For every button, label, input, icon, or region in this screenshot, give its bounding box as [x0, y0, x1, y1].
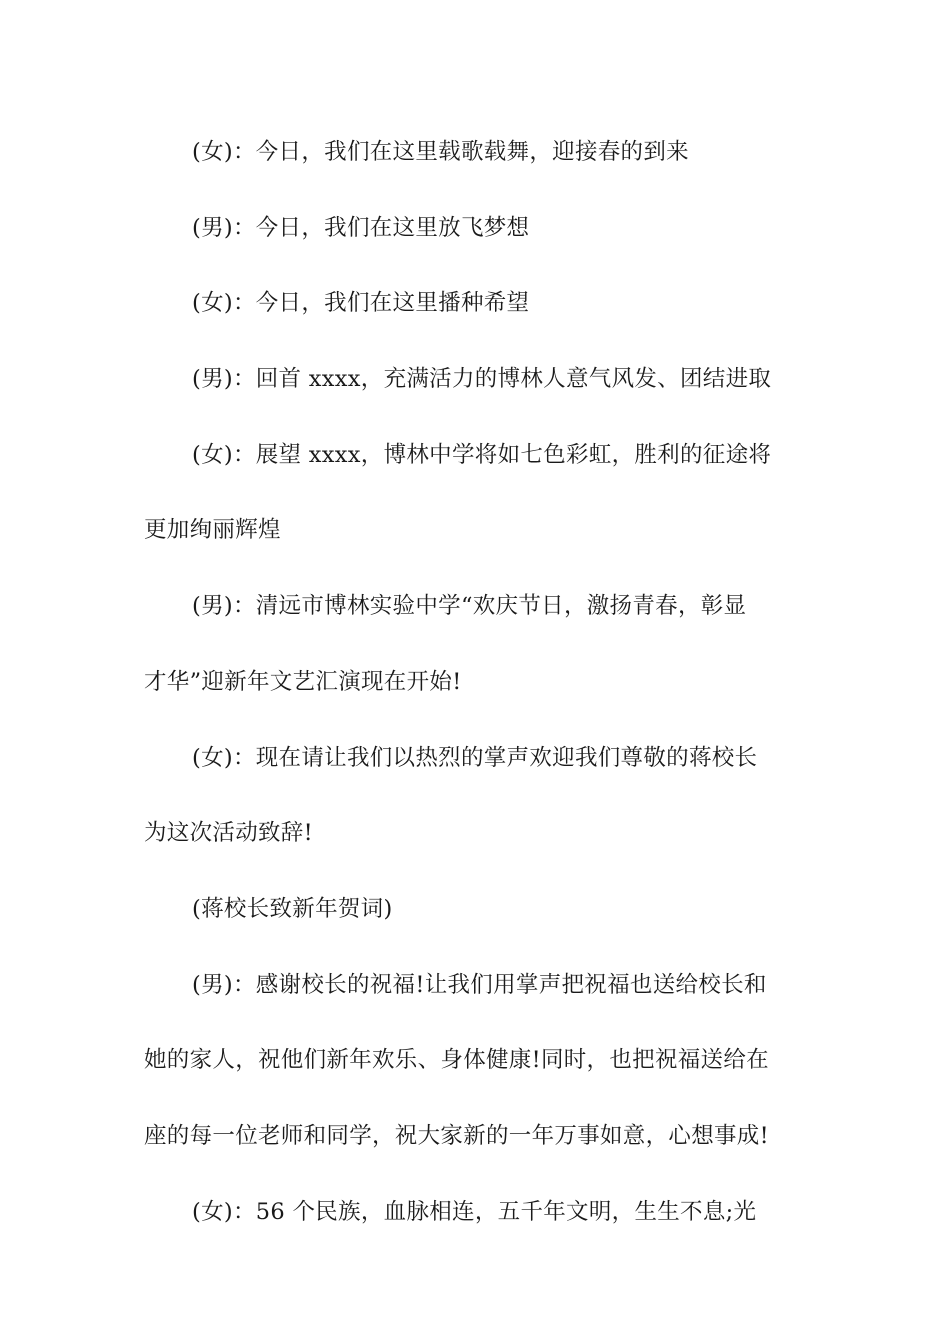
paragraph-line: (女)：现在请让我们以热烈的掌声欢迎我们尊敬的蒋校长: [192, 744, 758, 771]
paragraph-line: (男)：今日，我们在这里放飞梦想: [192, 214, 530, 241]
paragraph-line: (女)：56 个民族，血脉相连，五千年文明，生生不息;光: [192, 1198, 757, 1225]
paragraph-line: (女)：展望 xxxx，博林中学将如七色彩虹，胜利的征途将: [192, 441, 772, 468]
paragraph-line: (男)：清远市博林实验中学“欢庆节日，激扬青春，彰显: [192, 593, 747, 620]
document-body: [144, 127, 810, 1262]
paragraph-line: (女)：今日，我们在这里载歌载舞，迎接春的到来: [192, 139, 689, 165]
paragraph-line: 才华”迎新年文艺汇演现在开始!: [144, 668, 462, 695]
paragraph-line: (女)：今日，我们在这里播种希望: [192, 290, 530, 317]
paragraph-line: 为这次活动致辞!: [144, 820, 313, 847]
paragraph-line: (男)：感谢校长的祝福!让我们用掌声把祝福也送给校长和: [192, 971, 767, 998]
paragraph-line: 更加绚丽辉煌: [144, 517, 281, 544]
paragraph-line: (蒋校长致新年贺词): [192, 895, 393, 922]
paragraph-line: 她的家人，祝他们新年欢乐、身体健康!同时，也把祝福送给在: [144, 1047, 769, 1074]
paragraph-line: 座的每一位老师和同学，祝大家新的一年万事如意，心想事成!: [144, 1122, 769, 1149]
paragraph-line: (男)：回首 xxxx，充满活力的博林人意气风发、团结进取: [192, 366, 772, 393]
